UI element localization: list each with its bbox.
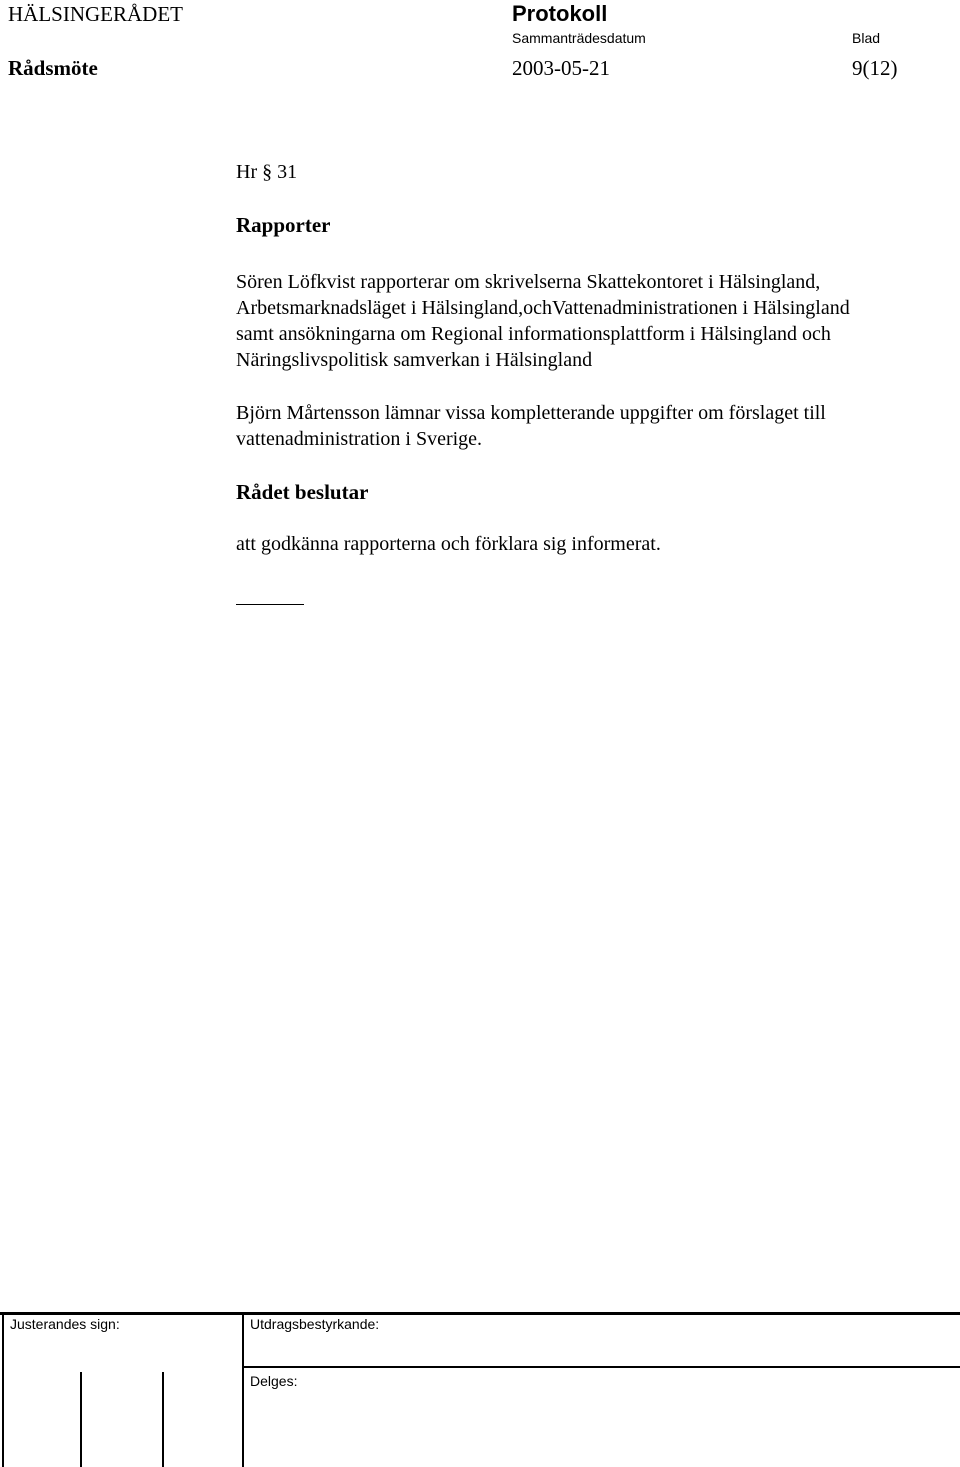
signature-cell-divider	[162, 1372, 164, 1467]
sheet-label: Blad	[852, 30, 881, 46]
paragraph-line: samt ansökningarna om Regional informationsplattform i Hälsingland och	[236, 323, 831, 345]
paragraph-line: Arbetsmarknadsläget i Hälsingland,ochVattenadministrationen i Hälsingland	[236, 297, 850, 319]
paragraph-line: Björn Mårtensson lämnar vissa kompletterande uppgifter om förslaget till	[236, 402, 826, 424]
decision-heading: Rådet beslutar	[236, 480, 369, 504]
section-end-rule	[236, 604, 304, 605]
document-type: Protokoll	[512, 1, 608, 26]
supplement-paragraph	[236, 400, 826, 452]
signature-label: Justerandes sign:	[10, 1316, 120, 1332]
section-title: Rapporter	[236, 213, 331, 237]
footer-top-rule	[0, 1312, 960, 1315]
meeting-date: 2003-05-21	[512, 56, 610, 80]
distribution-label: Delges:	[250, 1373, 298, 1389]
paragraph-line: vattenadministration i Sverige.	[236, 428, 483, 450]
section-id: Hr § 31	[236, 161, 298, 183]
signature-cell-divider	[80, 1372, 82, 1467]
paragraph-line: Sören Löfkvist rapporterar om skrivelserna Skattekontoret i Hälsingland,	[236, 271, 821, 293]
meeting-date-label: Sammanträdesdatum	[512, 30, 646, 46]
meeting-type: Rådsmöte	[8, 56, 98, 80]
extract-certification-label: Utdragsbestyrkande:	[250, 1316, 380, 1332]
signature-box-left-border	[2, 1312, 4, 1467]
organization-name: HÄLSINGERÅDET	[8, 2, 183, 26]
signature-box-divider	[242, 1312, 244, 1467]
page-number: 9(12)	[852, 56, 898, 80]
paragraph-line: Näringslivspolitisk samverkan i Hälsingland	[236, 349, 593, 371]
report-paragraph	[236, 269, 850, 373]
decision-text: att godkänna rapporterna och förklara sig informerat.	[236, 533, 661, 555]
footer-middle-rule	[242, 1366, 960, 1368]
